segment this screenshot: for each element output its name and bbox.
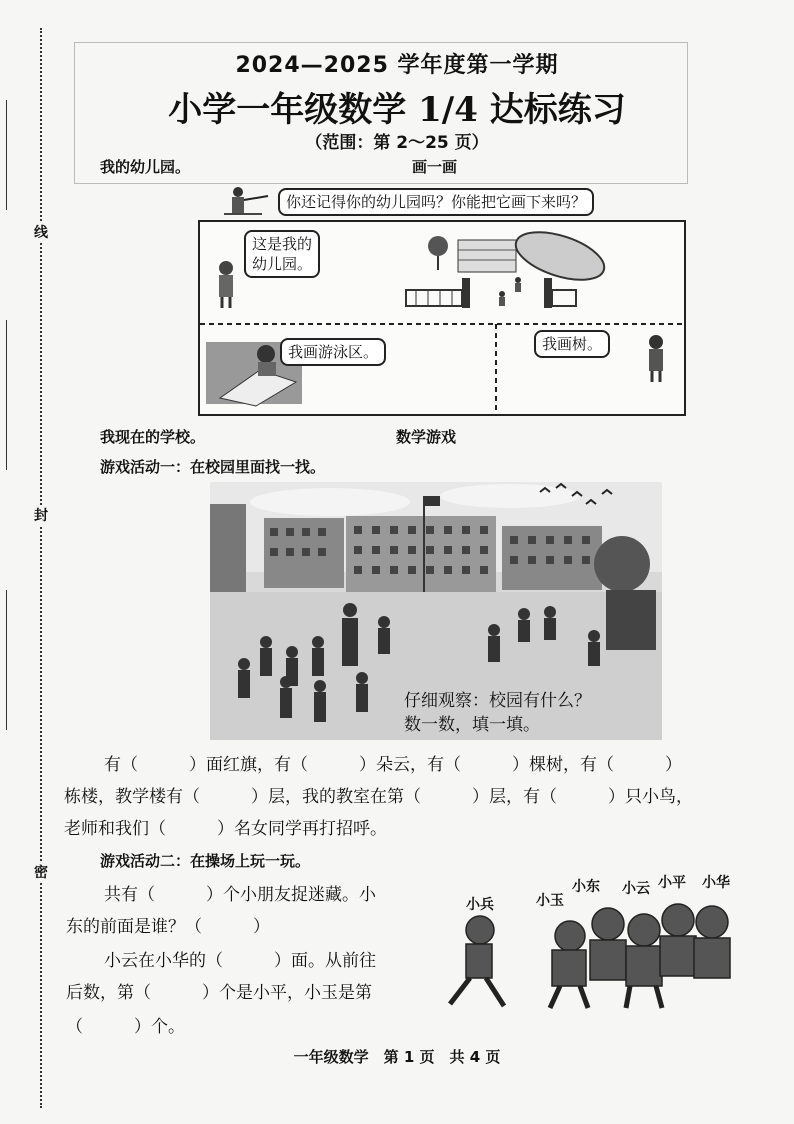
observe-line: 数一数，填一填。 [404,715,540,735]
margin-char-close: 密 [34,862,48,882]
kid-label-xiaoping: 小平 [658,875,686,891]
tree-bubble: 我画树。 [534,330,610,358]
kid-label-xiaobing: 小兵 [466,897,494,913]
fill-blank-line: 老师和我们（ ）名女同学再打招呼。 [64,819,387,839]
section-label-kindergarten: 我的幼儿园。 [100,158,191,176]
kindergarten-bubble-line: 这是我的 [252,235,313,253]
activity-one-title: 游戏活动一：在校园里面找一找。 [100,458,326,476]
activity-two-title: 游戏活动二：在操场上玩一玩。 [100,852,311,870]
margin-field-rule [6,320,7,470]
question-line: 后数，第（ ）个是小平，小玉是第 [66,983,372,1003]
margin-field-rule [6,590,7,730]
fill-blank-line: 有（ ）面红旗，有（ ）朵云，有（ ）棵树，有（ ） [104,755,682,775]
page-title: 小学一年级数学 1/4 达标练习 [168,90,626,130]
prompt-bubble: 你还记得你的幼儿园吗？你能把它画下来吗？ [278,188,594,216]
kindergarten-bubble-line: 幼儿园。 [252,255,313,273]
observe-line: 仔细观察：校园有什么？ [404,691,591,711]
page-footer: 一年级数学 第 1 页 共 4 页 [293,1048,501,1066]
kid-label-xiaoyun: 小云 [622,881,650,897]
school-year: 2024—2025 学年度第一学期 [235,53,559,78]
teacher-pointing-icon [222,184,272,218]
margin-char-seal: 封 [34,505,48,525]
section-title-math-game: 数学游戏 [396,428,457,446]
hide-and-seek-illustration [430,900,760,1016]
swim-area-bubble: 我画游泳区。 [280,338,386,366]
kid-label-xiaohua: 小华 [702,875,730,891]
margin-char-line: 线 [34,222,48,242]
question-line: 东的前面是谁？（ ） [66,917,270,937]
kid-label-xiaoyu: 小玉 [536,893,564,909]
kindergarten-bubble [244,230,320,278]
question-line: 小云在小华的（ ）面。从前往 [104,951,376,971]
page-range: （范围：第 2～25 页） [305,133,489,153]
question-line: （ ）个。 [66,1017,185,1037]
fill-blank-line: 栋楼，教学楼有（ ）层，我的教室在第（ ）层，有（ ）只小鸟， [64,787,693,807]
binding-dotted-line [40,28,42,1108]
kid-label-xiaodong: 小东 [572,879,600,895]
question-line: 共有（ ）个小朋友捉迷藏。小 [104,885,376,905]
section-title-draw: 画一画 [412,158,458,176]
section-label-school: 我现在的学校。 [100,428,206,446]
